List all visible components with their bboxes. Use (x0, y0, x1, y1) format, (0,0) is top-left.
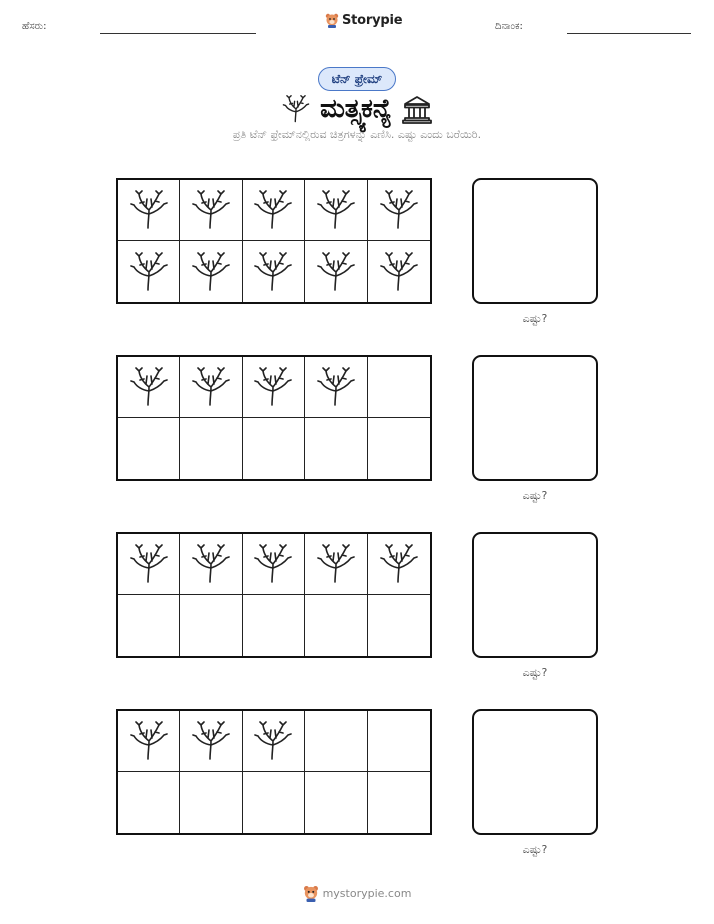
ten-frame-cell (118, 241, 180, 302)
ten-frame-cell (118, 357, 180, 418)
coral-icon (253, 190, 293, 230)
coral-icon (191, 367, 231, 407)
coral-icon (129, 190, 169, 230)
ten-frame-cell (180, 357, 242, 418)
ten-frame-cell (180, 595, 242, 656)
coral-icon (191, 252, 231, 292)
page-title: ಮತ್ಸ್ಯಕನ್ಯೆ (320, 93, 392, 124)
ten-frame-cell (243, 418, 305, 479)
answer-box[interactable] (472, 178, 598, 304)
ten-frame-cell (118, 418, 180, 479)
coral-icon (253, 544, 293, 584)
ten-frame-cell (305, 711, 367, 772)
ten-frame-cell (243, 180, 305, 241)
ten-frame-cell (118, 772, 180, 833)
ten-frame-cell (180, 241, 242, 302)
worksheet-type-tag: ಟೆನ್ ಫ್ರೇಮ್ (318, 67, 396, 91)
ten-frame-cell (305, 595, 367, 656)
coral-icon (253, 367, 293, 407)
ten-frame-cell (368, 534, 430, 595)
ten-frame-cell (243, 534, 305, 595)
ten-frame (116, 532, 432, 658)
ten-frame-cell (368, 357, 430, 418)
ten-frame-cell (368, 418, 430, 479)
ten-frame-cell (305, 180, 367, 241)
ten-frame-cell (180, 711, 242, 772)
ten-frame-cell (368, 772, 430, 833)
footer-url: mystorypie.com (322, 886, 412, 900)
ten-frame (116, 355, 432, 481)
ten-frame-cell (118, 180, 180, 241)
ten-frame (116, 178, 432, 304)
ten-frame-cell (243, 595, 305, 656)
how-many-label: ಎಷ್ಟು? (522, 666, 548, 679)
how-many-label: ಎಷ್ಟು? (522, 489, 548, 502)
ten-frame-cell (180, 534, 242, 595)
ten-frame-cell (180, 418, 242, 479)
ten-frame-cell (305, 534, 367, 595)
bear-mascot-icon (303, 884, 319, 902)
ten-frame-cell (305, 241, 367, 302)
brand-name: Storypie (342, 12, 403, 28)
ten-frame-cell (243, 711, 305, 772)
ten-frame-cell (243, 357, 305, 418)
coral-icon (129, 721, 169, 761)
date-label: ದಿನಾಂಕ: (495, 21, 523, 32)
ten-frame-cell (180, 772, 242, 833)
coral-icon (253, 252, 293, 292)
ten-frame-cell (368, 180, 430, 241)
ten-frame-cell (118, 711, 180, 772)
brand-logo (325, 12, 402, 28)
coral-icon (316, 252, 356, 292)
ten-frame-cell (305, 772, 367, 833)
footer (0, 884, 714, 902)
coral-icon (316, 367, 356, 407)
coral-icon (191, 721, 231, 761)
coral-icon (379, 252, 419, 292)
ten-frame-cell (243, 772, 305, 833)
ten-frame-cell (118, 595, 180, 656)
ten-frame-cell (118, 534, 180, 595)
bear-mascot-icon (325, 12, 339, 28)
coral-icon (316, 190, 356, 230)
ten-frame-cell (368, 595, 430, 656)
answer-box[interactable] (472, 532, 598, 658)
ten-frame-cell (180, 180, 242, 241)
answer-box[interactable] (472, 355, 598, 481)
ten-frame-cell (243, 241, 305, 302)
ten-frame-cell (368, 711, 430, 772)
date-line[interactable] (567, 33, 691, 34)
temple-icon (402, 94, 432, 124)
coral-icon (282, 94, 310, 124)
coral-icon (191, 190, 231, 230)
coral-icon (253, 721, 293, 761)
instructions: ಪ್ರತಿ ಟೆನ್ ಫ್ರೇಮ್‌ನಲ್ಲಿರುವ ಚಿತ್ರಗಳನ್ನು ಎಣಿಸಿ. ಎಷ್ಟು ಎಂದು ಬರೆಯಿರಿ. (232, 128, 482, 141)
coral-icon (316, 544, 356, 584)
ten-frame-cell (305, 418, 367, 479)
ten-frame-cell (368, 241, 430, 302)
ten-frame-cell (305, 357, 367, 418)
answer-box[interactable] (472, 709, 598, 835)
name-label: ಹೆಸರು: (22, 21, 47, 32)
title-row (0, 89, 714, 129)
how-many-label: ಎಷ್ಟು? (522, 312, 548, 325)
coral-icon (191, 544, 231, 584)
coral-icon (129, 367, 169, 407)
coral-icon (129, 544, 169, 584)
name-line[interactable] (100, 33, 256, 34)
coral-icon (379, 544, 419, 584)
how-many-label: ಎಷ್ಟು? (522, 843, 548, 856)
coral-icon (379, 190, 419, 230)
coral-icon (129, 252, 169, 292)
ten-frame (116, 709, 432, 835)
